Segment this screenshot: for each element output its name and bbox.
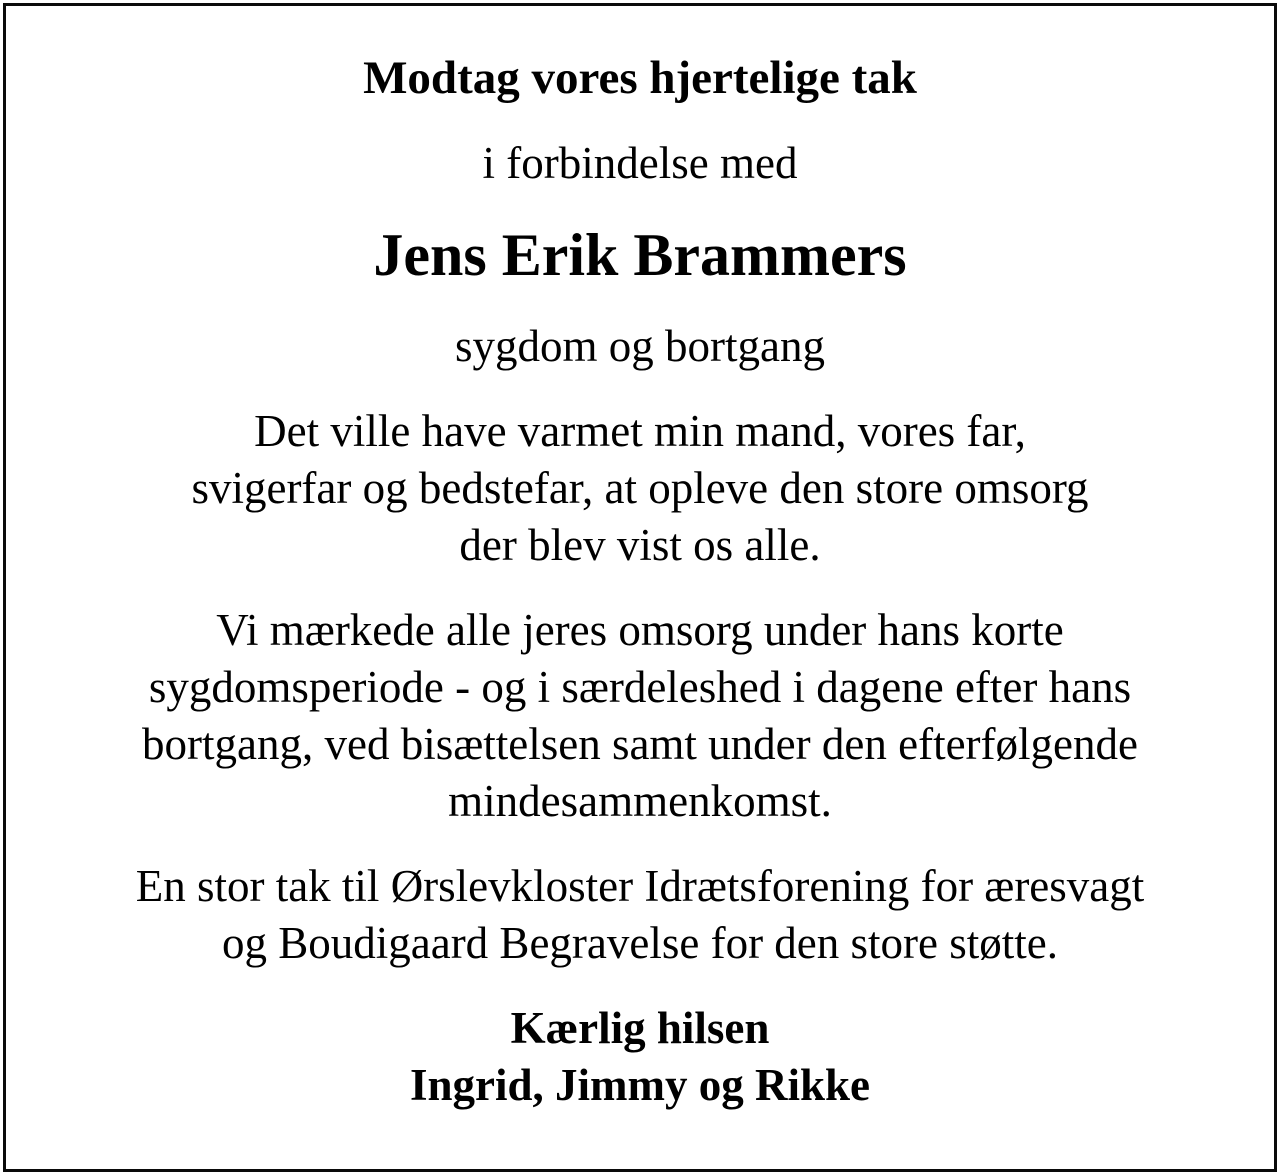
closing-names: Ingrid, Jimmy og Rikke [409,1060,871,1110]
paragraph-gratitude [191,403,1088,574]
paragraph-line: Det ville have varmet min mand, vores far, [254,406,1026,456]
paragraph-special-thanks [136,858,1145,972]
paragraph-line: mindesammenkomst. [448,776,832,826]
paragraph-line: sygdomsperiode - og i særdeleshed i dagene efter hans [148,662,1132,712]
paragraph-line: svigerfar og bedstefar, at opleve den store omsorg [191,463,1089,513]
paragraph-line: En stor tak til Ørslevkloster Idrætsforening for æresvagt [135,861,1145,911]
paragraph-line: bortgang, ved bisættelsen samt under den efterfølgende [142,719,1138,769]
notice-subtitle: i forbindelse med [482,138,798,188]
paragraph-line: der blev vist os alle. [459,520,821,570]
paragraph-line: Vi mærkede alle jeres omsorg under hans korte [216,605,1064,655]
deceased-name: Jens Erik Brammers [373,222,907,288]
notice-title: Modtag vores hjertelige tak [363,52,917,104]
notice-occasion: sygdom og bortgang [455,321,825,371]
closing-signature [410,1000,870,1114]
paragraph-line: og Boudigaard Begravelse for den store støtte. [221,918,1058,968]
closing-greeting: Kærlig hilsen [510,1003,770,1053]
paragraph-care [142,602,1138,830]
